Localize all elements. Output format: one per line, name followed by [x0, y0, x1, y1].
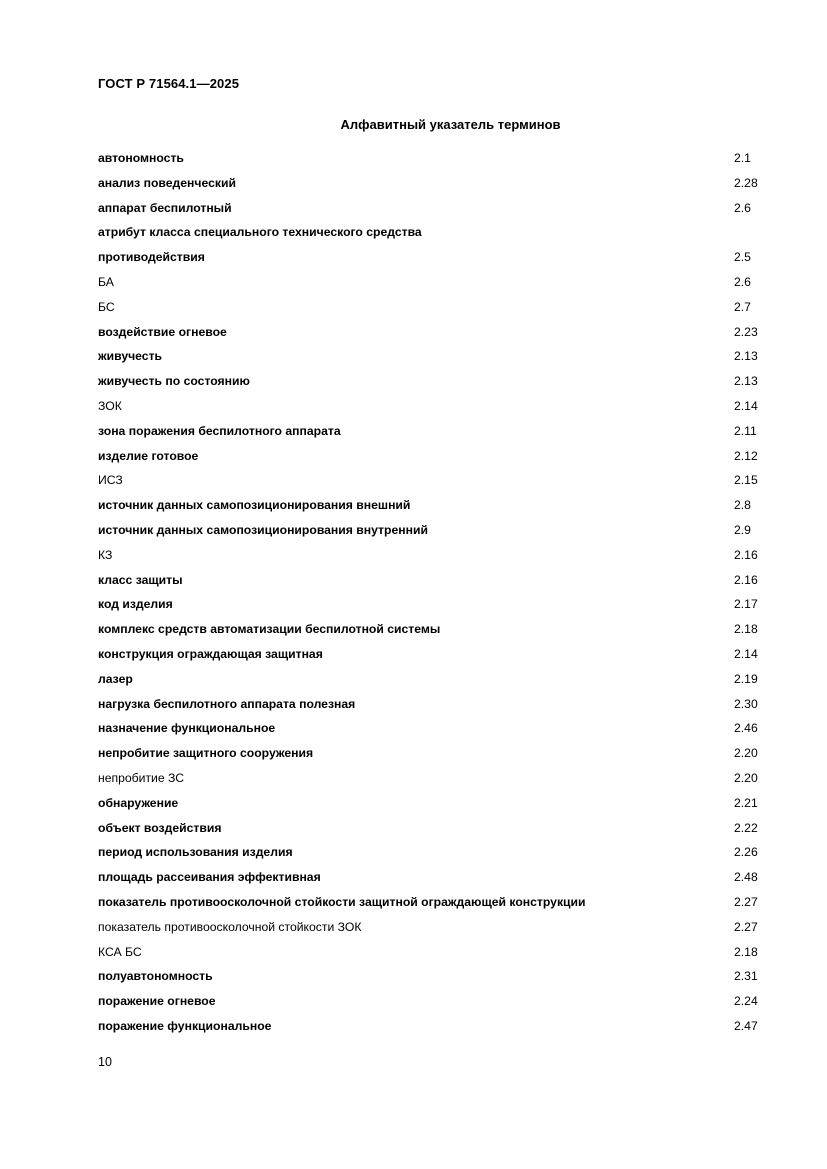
index-term-reference: 2.13	[734, 374, 758, 389]
index-term-reference: 2.17	[734, 597, 758, 612]
index-term-reference: 2.22	[734, 820, 758, 835]
index-entry	[98, 793, 778, 818]
index-term: обнаружение	[98, 795, 179, 810]
index-term: показатель противоосколочной стойкости защитной ограждающей конструкции	[98, 894, 586, 909]
index-term-reference: 2.20	[734, 770, 758, 785]
standard-code: ГОСТ Р 71564.1—2025	[98, 76, 240, 91]
index-term-reference: 2.26	[734, 845, 758, 860]
index-term: конструкция ограждающая защитная	[98, 646, 323, 661]
index-entry	[98, 396, 778, 421]
index-term-reference: 2.18	[734, 944, 758, 959]
index-term: поражение огневое	[98, 994, 216, 1009]
index-entry	[98, 198, 778, 223]
index-term: живучесть по состоянию	[98, 374, 250, 389]
index-term-reference: 2.24	[734, 994, 758, 1009]
index-entry	[98, 743, 778, 768]
index-entry	[98, 842, 778, 867]
index-entry	[98, 272, 778, 297]
index-term-reference: 2.14	[734, 398, 758, 413]
index-entry	[98, 991, 778, 1016]
index-term: воздействие огневое	[98, 324, 227, 339]
index-term-reference: 2.23	[734, 324, 758, 339]
index-term: зона поражения беспилотного аппарата	[98, 423, 341, 438]
index-entry	[98, 966, 778, 991]
index-entry	[98, 644, 778, 669]
index-term-reference: 2.6	[734, 274, 751, 289]
index-entry	[98, 346, 778, 371]
index-term: КСА БС	[98, 944, 142, 959]
index-term: источник данных самопозиционирования внутренний	[98, 522, 428, 537]
page-number: 10	[98, 1055, 112, 1069]
index-term-reference: 2.15	[734, 473, 758, 488]
index-entry	[98, 619, 778, 644]
index-term-reference: 2.21	[734, 795, 758, 810]
index-term-reference: 2.11	[734, 423, 757, 438]
index-entry	[98, 694, 778, 719]
index-term: период использования изделия	[98, 845, 293, 860]
index-title: Алфавитный указатель терминов	[340, 117, 561, 132]
index-term-reference: 2.9	[734, 522, 751, 537]
index-term-reference: 2.28	[734, 175, 758, 190]
index-entry	[98, 421, 778, 446]
index-term: БА	[98, 274, 114, 289]
index-term: нагрузка беспилотного аппарата полезная	[98, 696, 356, 711]
index-term-reference: 2.27	[734, 894, 758, 909]
index-entry	[98, 570, 778, 595]
index-term: непробитие защитного сооружения	[98, 746, 314, 761]
index-term-reference: 2.14	[734, 646, 758, 661]
index-term-reference: 2.16	[734, 572, 758, 587]
index-term: анализ поведенческий	[98, 175, 236, 190]
index-entry	[98, 942, 778, 967]
index-term-reference: 2.47	[734, 1018, 758, 1033]
index-term-reference: 2.48	[734, 870, 758, 885]
index-term: атрибут класса специального технического средства	[98, 225, 422, 240]
index-term: площадь рассеивания эффективная	[98, 870, 321, 885]
index-term-reference: 2.46	[734, 721, 758, 736]
index-term-reference: 2.5	[734, 250, 751, 265]
index-term: комплекс средств автоматизации беспилотной системы	[98, 622, 441, 637]
index-entry	[98, 297, 778, 322]
index-term: объект воздействия	[98, 820, 222, 835]
index-entry	[98, 545, 778, 570]
index-entry	[98, 917, 778, 942]
index-term: изделие готовое	[98, 448, 199, 463]
index-entry	[98, 446, 778, 471]
index-entry	[98, 247, 778, 272]
index-term-reference: 2.6	[734, 200, 751, 215]
index-entry	[98, 718, 778, 743]
index-term: живучесть	[98, 349, 163, 364]
index-term-reference: 2.30	[734, 696, 758, 711]
index-entry	[98, 322, 778, 347]
index-entry	[98, 892, 778, 917]
index-entry	[98, 173, 778, 198]
index-term: класс защиты	[98, 572, 183, 587]
index-term-reference: 2.12	[734, 448, 758, 463]
index-term-reference: 2.18	[734, 622, 758, 637]
index-term: лазер	[98, 671, 133, 686]
index-term-reference: 2.20	[734, 746, 758, 761]
term-index-list	[98, 148, 778, 1041]
index-term: поражение функциональное	[98, 1018, 272, 1033]
index-entry	[98, 520, 778, 545]
index-term: код изделия	[98, 597, 173, 612]
index-term: автономность	[98, 151, 184, 165]
index-term-reference: 2.1	[734, 151, 751, 165]
index-term-reference: 2.8	[734, 498, 751, 513]
index-entry	[98, 1016, 778, 1041]
index-term-reference: 2.16	[734, 547, 758, 562]
index-term: ЗОК	[98, 398, 122, 413]
index-term: КЗ	[98, 547, 113, 562]
index-term: аппарат беспилотный	[98, 200, 232, 215]
index-entry	[98, 371, 778, 396]
index-term: источник данных самопозиционирования внешний	[98, 498, 411, 513]
index-term: полуавтономность	[98, 969, 213, 984]
index-term: показатель противоосколочной стойкости ЗОК	[98, 919, 362, 934]
index-entry	[98, 148, 778, 173]
index-entry	[98, 495, 778, 520]
index-term-reference: 2.27	[734, 919, 758, 934]
index-term-reference: 2.31	[734, 969, 758, 984]
index-entry	[98, 470, 778, 495]
index-entry	[98, 669, 778, 694]
index-entry	[98, 768, 778, 793]
index-entry	[98, 594, 778, 619]
index-term: назначение функциональное	[98, 721, 276, 736]
index-term-reference: 2.7	[734, 299, 751, 314]
index-entry	[98, 867, 778, 892]
index-entry	[98, 818, 778, 843]
index-term: противодействия	[98, 250, 205, 265]
index-term: БС	[98, 299, 115, 314]
index-term: непробитие ЗС	[98, 770, 185, 785]
index-term-reference: 2.19	[734, 671, 758, 686]
index-term: ИСЗ	[98, 473, 123, 488]
index-term-reference: 2.13	[734, 349, 758, 364]
index-entry	[98, 222, 778, 247]
